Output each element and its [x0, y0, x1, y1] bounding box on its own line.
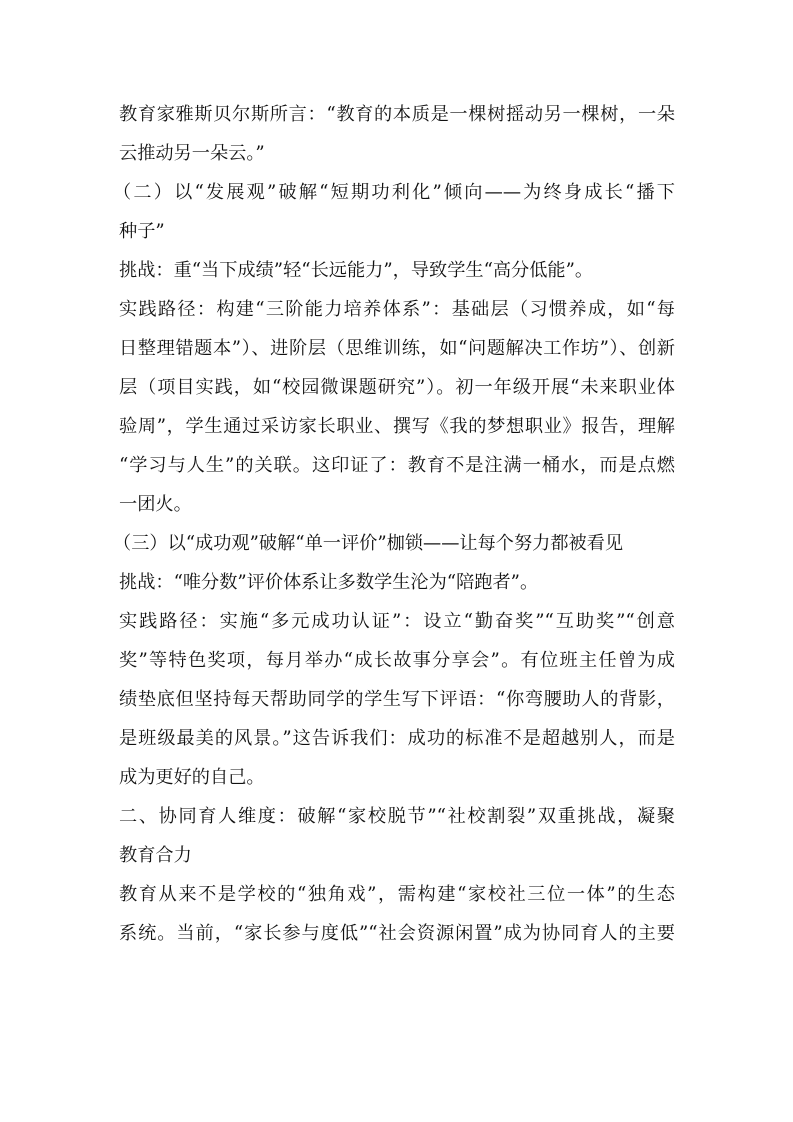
paragraph-line: 挑战：重“当下成绩”轻“长远能力”，导致学生“高分低能”。	[119, 260, 594, 281]
paragraph-line: 验周”，学生通过采访家长职业、撰写《我的梦想职业》报告，理解	[119, 416, 675, 437]
section-heading-line: 种子”	[119, 221, 165, 242]
paragraph-line: 云推动另一朵云。”	[119, 143, 265, 164]
paragraph-line: 层（项目实践，如“校园微课题研究”）。初一年级开展“未来职业体	[119, 377, 675, 398]
paragraph-line: 教育从来不是学校的“独角戏”，需构建“家校社三位一体”的生态	[119, 884, 675, 905]
paragraph-line: 系统。当前，“家长参与度低”“社会资源闲置”成为协同育人的主要	[119, 923, 675, 944]
paragraph-line: 一团火。	[119, 494, 192, 515]
paragraph-line: 教育家雅斯贝尔斯所言：“教育的本质是一棵树摇动另一棵树，一朵	[119, 104, 675, 125]
paragraph-line: 是班级最美的风景。”这告诉我们：成功的标准不是超越别人，而是	[119, 728, 675, 749]
paragraph-line: 日整理错题本”）、进阶层（思维训练，如“问题解决工作坊”）、创新	[119, 338, 675, 359]
paragraph-line: 绩垫底但坚持每天帮助同学的学生写下评语：“你弯腰助人的背影，	[119, 689, 675, 710]
section-heading-line: （二）以“发展观”破解“短期功利化”倾向——为终身成长“播下	[113, 182, 675, 203]
document-body	[113, 95, 675, 953]
paragraph-line: 实践路径：构建“三阶能力培养体系”：基础层（习惯养成，如“每	[119, 299, 675, 320]
paragraph-line: 成为更好的自己。	[119, 767, 265, 788]
paragraph-line: 实践路径：实施“多元成功认证”：设立“勤奋奖”“互助奖”“创意	[119, 611, 675, 632]
paragraph-line: “学习与人生”的关联。这印证了：教育不是注满一桶水，而是点燃	[119, 455, 675, 476]
chapter-heading-line: 教育合力	[119, 845, 192, 866]
paragraph-line: 奖”等特色奖项，每月举办“成长故事分享会”。有位班主任曾为成	[119, 650, 675, 671]
chapter-heading-line: 二、协同育人维度：破解“家校脱节”“社校割裂”双重挑战，凝聚	[119, 806, 675, 827]
paragraph-line: 挑战：“唯分数”评价体系让多数学生沦为“陪跑者”。	[119, 572, 539, 593]
section-heading-line: （三）以“成功观”破解“单一评价”枷锁——让每个努力都被看见	[113, 533, 624, 554]
